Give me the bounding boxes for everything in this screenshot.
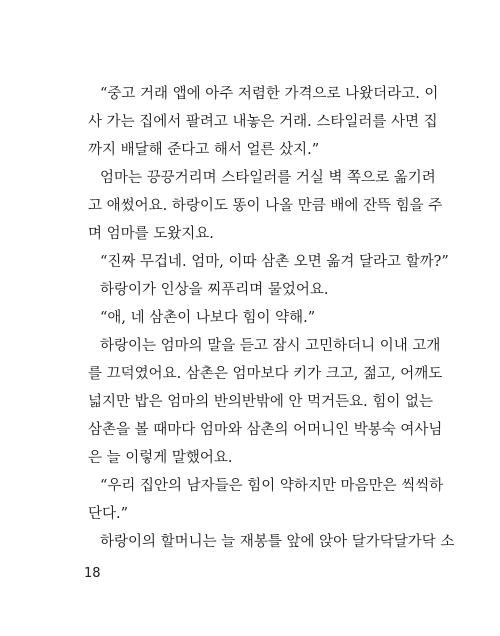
text-line: 단다.” <box>88 506 129 522</box>
text-line: “우리 집안의 남자들은 힘이 약하지만 마음만은 씩씩하 <box>100 478 444 494</box>
text-line: “중고 거래 앱에 아주 저렴한 가격으로 나왔더라고. 이 <box>100 86 439 102</box>
text-line: 엄마는 끙끙거리며 스타일러를 거실 벽 쪽으로 옮기려 <box>100 170 436 186</box>
text-line: 하랑이의 할머니는 늘 재봉틀 앞에 앉아 달가닥달가닥 소 <box>100 534 455 550</box>
text-line: 를 끄덕였어요. 삼촌은 엄마보다 키가 크고, 젊고, 어깨도 <box>88 366 443 382</box>
text-line: 은 늘 이렇게 말했어요. <box>88 450 233 466</box>
text-line: 사 가는 집에서 팔려고 내놓은 거래. 스타일러를 사면 집 <box>88 114 438 130</box>
text-line: 넓지만 밥은 엄마의 반의반밖에 안 먹거든요. 힘이 없는 <box>88 394 434 410</box>
text-line: 하랑이는 엄마의 말을 듣고 잠시 고민하더니 이내 고개 <box>100 338 441 354</box>
text-line: 삼촌을 볼 때마다 엄마와 삼촌의 어머니인 박봉숙 여사님 <box>88 422 443 438</box>
text-line: “애, 네 삼촌이 나보다 힘이 약해.” <box>100 310 316 326</box>
text-line: 며 엄마를 도왔지요. <box>88 226 214 242</box>
page-number: 18 <box>84 566 101 581</box>
text-line: 고 애썼어요. 하랑이도 똥이 나올 만큼 배에 잔뜩 힘을 주 <box>88 198 443 214</box>
text-line: 까지 배달해 준다고 해서 얼른 샀지.” <box>88 142 320 158</box>
text-line: 하랑이가 인상을 찌푸리며 물었어요. <box>100 282 329 298</box>
text-line: “진짜 무겁네. 엄마, 이따 삼촌 오면 옮겨 달라고 할까?” <box>100 254 449 270</box>
